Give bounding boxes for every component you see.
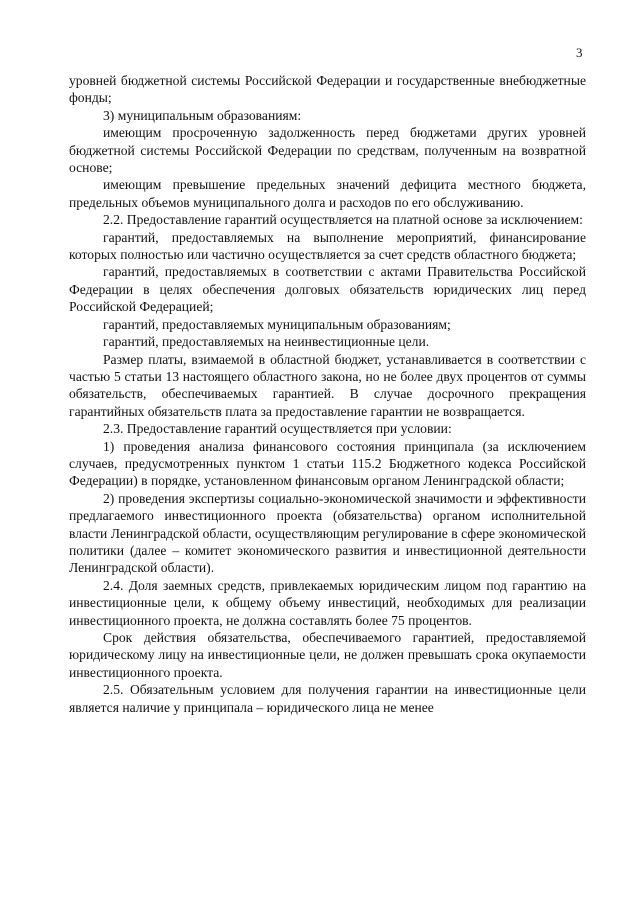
paragraph: 2) проведения экспертизы социально-экономической значимости и эффективности предлагаемого инвестиционного проекта (обязательства) органом исполнительной власти Ленинградской области, осуществляющим регулирование в сфере экономической политики (далее – комитет экономического развития и инвестиционной деятельности Ленинградской области). bbox=[69, 490, 586, 576]
paragraph: гарантий, предоставляемых муниципальным образованиям; bbox=[103, 316, 451, 332]
paragraph: 2.4. Доля заемных средств, привлекаемых юридическим лицом под гарантию на инвестиционные цели, к общему объему инвестиций, необходимых для реализации инвестиционного проекта, не должна составлять более 75 процентов. bbox=[69, 577, 586, 628]
paragraph: гарантий, предоставляемых на неинвестиционные цели. bbox=[103, 334, 430, 350]
paragraph: 2.2. Предоставление гарантий осуществляется на платной основе за исключением: bbox=[103, 212, 583, 228]
paragraph: Срок действия обязательства, обеспечиваемого гарантией, предоставляемой юридическому лицу на инвестиционные цели, не должен превышать срока окупаемости инвестиционного проекта. bbox=[69, 630, 586, 680]
paragraph: гарантий, предоставляемых в соответствии с актами Правительства Российской Федерации в целях обеспечения долговых обязательств юридических лиц перед Российской Федерацией; bbox=[69, 264, 586, 315]
paragraph: 2.5. Обязательным условием для получения гарантии на инвестиционные цели является наличие у принципала – юридического лица не менее bbox=[69, 682, 586, 715]
paragraph: 3) муниципальным образованиям: bbox=[103, 107, 302, 123]
paragraph: 1) проведения анализа финансового состояния принципала (за исключением случаев, предусмотренных пунктом 1 статьи 115.2 Бюджетного кодекса Российской Федерации) в порядке, установленном финансовым органом Ленинградской области; bbox=[69, 438, 586, 489]
paragraph: имеющим превышение предельных значений дефицита местного бюджета, предельных объемов муниципального долга и расходов по его обслуживанию. bbox=[69, 177, 586, 210]
paragraph: гарантий, предоставляемых на выполнение мероприятий, финансирование которых полностью или частично осуществляется за счет средств областного бюджета; bbox=[69, 229, 586, 263]
paragraph: 2.3. Предоставление гарантий осуществляется при условии: bbox=[103, 421, 452, 437]
paragraph: уровней бюджетной системы Российской Федерации и государственные внебюджетные фонды; bbox=[69, 73, 586, 106]
page-number: 3 bbox=[576, 45, 583, 60]
paragraph: Размер платы, взимаемой в областной бюджет, устанавливается в соответствии с частью 5 статьи 13 настоящего областного закона, но не более двух процентов от суммы обязательств, обеспечиваемых гарантией. В случае досрочного прекращения гарантийных обязательств плата за предоставление гарантии не возвращается. bbox=[69, 351, 586, 419]
paragraph: имеющим просроченную задолженность перед бюджетами других уровней бюджетной системы Российской Федерации по средствам, полученным на возвратной основе; bbox=[69, 125, 586, 176]
document-body bbox=[69, 72, 586, 716]
